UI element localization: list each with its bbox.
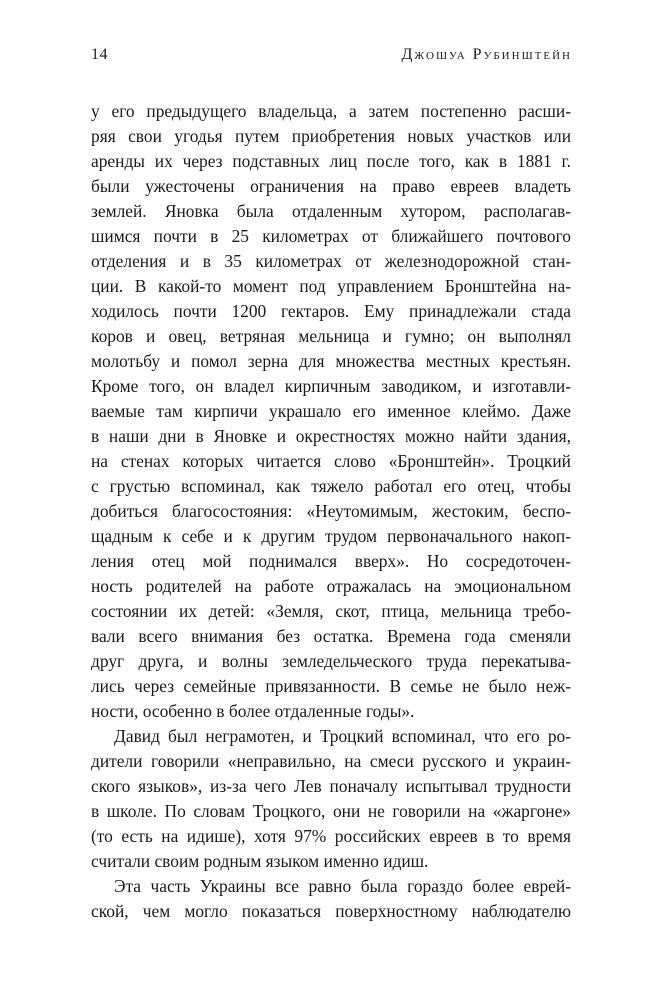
- text-line: Давид был неграмотен, и Троцкий вспоминал, что его ро-: [114, 726, 571, 746]
- text-line: ряя свои угодья путем приобретения новых участков или: [91, 126, 571, 146]
- text-line: ления отец мой поднимался вверх». Но сосредоточен-: [91, 551, 571, 571]
- text-line: ности, особенно в более отдаленные годы».: [91, 701, 415, 721]
- text-line: на стенах которых читается слово «Бронштейн». Троцкий: [91, 451, 571, 471]
- text-line: шимся почти в 25 километрах от ближайшего почтового: [91, 226, 571, 246]
- text-line: коров и овец, ветряная мельница и гумно; он выполнял: [91, 326, 571, 346]
- running-head: [91, 46, 572, 70]
- text-line: в наши дни в Яновке и окрестностях можно найти здания,: [91, 426, 571, 446]
- text-line: состоянии их детей: «Земля, скот, птица, мельница требо-: [91, 601, 571, 621]
- body-text: [91, 99, 571, 924]
- text-line: друг друга, и волны земледельческого труда перекатыва-: [91, 651, 571, 671]
- text-line: были ужесточены ограничения на право евреев владеть: [91, 176, 571, 196]
- text-line: щадным к себе и к другим трудом первоначального накоп-: [91, 526, 571, 546]
- text-line: дители говорили «неправильно, на смеси русского и украин-: [91, 751, 571, 771]
- text-line: лись через семейные привязанности. В семье не было неж-: [91, 676, 571, 696]
- text-line: считали своим родным языком именно идиш.: [91, 851, 429, 871]
- text-line: ского языков», из-за чего Лев поначалу испытывал трудности: [91, 776, 571, 796]
- text-line: отделения и в 35 километрах от железнодорожной стан-: [91, 251, 571, 271]
- text-line: добиться благосостояния: «Неутомимым, жестоким, беспо-: [91, 501, 571, 521]
- text-line: в школе. По словам Троцкого, они не говорили на «жаргоне»: [91, 801, 571, 821]
- text-line: Кроме того, он владел кирпичным заводиком, и изготавли-: [91, 376, 571, 396]
- text-line: (то есть на идише), хотя 97% российских евреев в то время: [91, 826, 571, 846]
- running-title: Джошуа Рубинштейн: [401, 46, 572, 63]
- text-line: ции. В какой-то момент под управлением Бронштейна на-: [91, 276, 571, 296]
- text-line: молотьбу и помол зерна для множества местных крестьян.: [91, 351, 571, 371]
- text-line: землей. Яновка была отдаленным хутором, располагав-: [91, 201, 571, 221]
- text-line: Эта часть Украины все равно была гораздо более еврей-: [114, 876, 571, 896]
- text-line: с грустью вспоминал, как тяжело работал его отец, чтобы: [91, 476, 571, 496]
- text-line: ваемые там кирпичи украшало его именное клеймо. Даже: [91, 401, 571, 421]
- text-line: ность родителей на работе отражалась на эмоциональном: [91, 576, 571, 596]
- text-line: у его предыдущего владельца, а затем постепенно расши-: [91, 101, 571, 121]
- page-number: 14: [91, 46, 108, 63]
- text-line: ской, чем могло показаться поверхностному наблюдателю: [91, 901, 571, 921]
- text-line: вали всего внимания без остатка. Времена года сменяли: [91, 626, 571, 646]
- text-line: ходилось почти 1200 гектаров. Ему принадлежали стада: [91, 301, 571, 321]
- text-line: аренды их через подставных лиц после того, как в 1881 г.: [91, 151, 571, 171]
